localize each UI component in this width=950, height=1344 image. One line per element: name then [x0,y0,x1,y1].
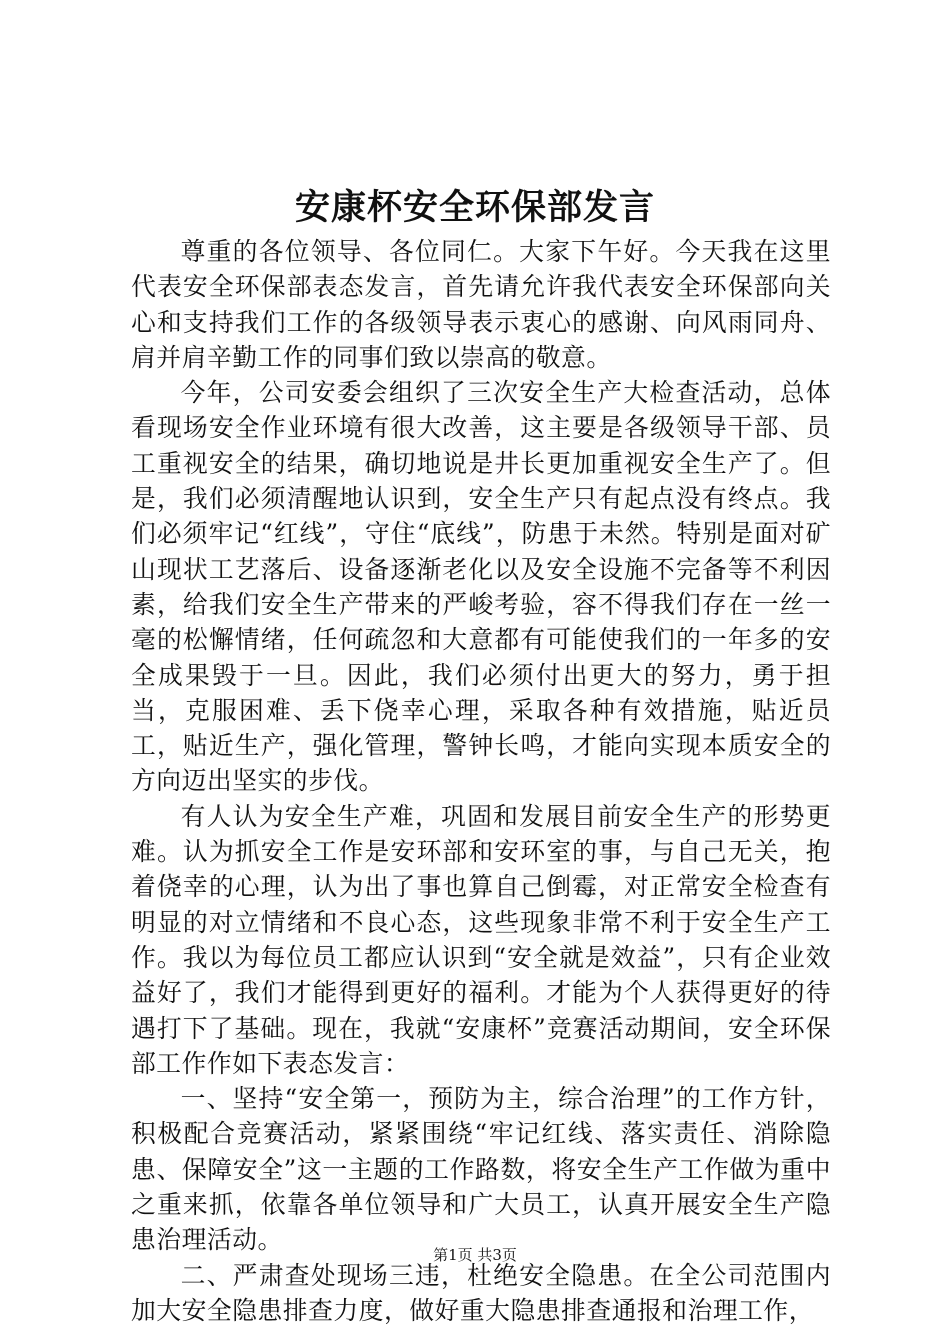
paragraph-point-one: 一、坚持“安全第一，预防为主，综合治理”的工作方针，积极配合竞赛活动，紧紧围绕“牢记红线、落实责任、消除隐患、保障安全”这一主题的工作路数，将安全生产工作做为重中之重来抓，依靠各单位领导和广大员工，认真开展安全生产隐患治理活动。 [131,1084,831,1255]
document-title: 安康杯安全环保部发言 [294,187,655,228]
paragraph-point-two: 二、严肃查处现场三违，杜绝安全隐患。在全公司范围内加大安全隐患排查力度，做好重大隐患排查通报和治理工作， [131,1260,831,1325]
paragraph-greeting: 尊重的各位领导、各位同仁。大家下午好。今天我在这里代表安全环保部表态发言，首先请允许我代表安全环保部向关心和支持我们工作的各级领导表示衷心的感谢、向风雨同舟、肩并肩辛勤工作的同事们致以崇高的敬意。 [131,237,831,372]
paragraph-safety-attitude: 有人认为安全生产难，巩固和发展目前安全生产的形势更难。认为抓安全工作是安环部和安环室的事，与自己无关，抱着侥幸的心理，认为出了事也算自己倒霉，对正常安全检查有明显的对立情绪和不良心态，这些现象非常不利于安全生产工作。我以为每位员工都应认识到“安全就是效益”，只有企业效益好了，我们才能得到更好的福利。才能为个人获得更好的待遇打下了基础。现在，我就“安康杯”竞赛活动期间，安全环保部工作作如下表态发言： [131,801,831,1078]
paragraph-safety-inspection: 今年，公司安委会组织了三次安全生产大检查活动，总体看现场安全作业环境有很大改善，这主要是各级领导干部、员工重视安全的结果，确切地说是井长更加重视安全生产了。但是，我们必须清醒地认识到，安全生产只有起点没有终点。我们必须牢记“红线”，守住“底线”，防患于未然。特别是面对矿山现状工艺落后、设备逐渐老化以及安全设施不完备等不利因素，给我们安全生产带来的严峻考验，容不得我们存在一丝一毫的松懈情绪，任何疏忽和大意都有可能使我们的一年多的安全成果毁于一旦。因此，我们必须付出更大的努力，勇于担当，克服困难、丢下侥幸心理，采取各种有效措施，贴近员工，贴近生产，强化管理，警钟长鸣，才能向实现本质安全的方向迈出坚实的步伐。 [131,378,831,796]
page-number-footer: 第1页 共3页 [433,1246,517,1264]
document-body [131,234,831,1328]
